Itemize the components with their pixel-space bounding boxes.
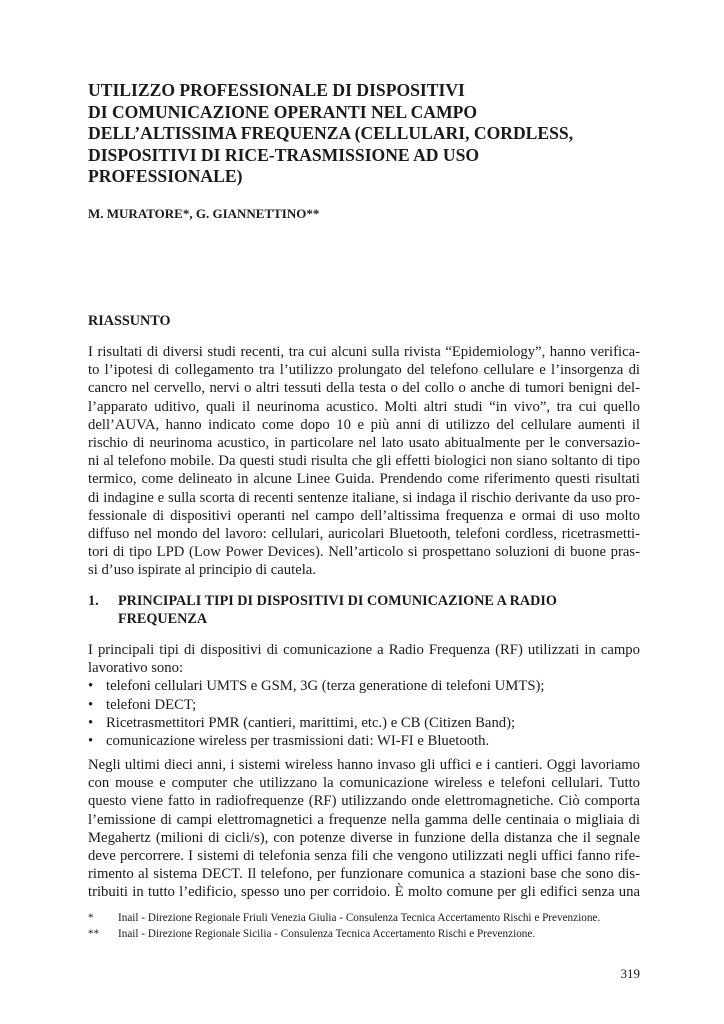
list-item-text: Ricetrasmettitori PMR (cantieri, marittimi, etc.) e CB (Citizen Band); <box>106 714 516 731</box>
footnote-mark: ** <box>88 928 100 940</box>
paragraph-line: deve percorrere. I sistemi di telefonia senza fili che vengono utilizzati negli uffici fanno rife- <box>88 848 640 865</box>
abstract-line: I risultati di diversi studi recenti, tra cui alcuni sulla rivista “Epidemiology”, hanno verifica- <box>88 344 640 360</box>
abstract-line: termico, come delineato in alcune Linee Guida. Prendendo come riferimento questi risultati <box>88 471 640 488</box>
footnote-text: Inail - Direzione Regionale Friuli Venezia Giulia - Consulenza Tecnica Accertamento Rischi e Prevenzione. <box>118 912 601 924</box>
list-item <box>88 714 640 732</box>
title-line: DI COMUNICAZIONE OPERANTI NEL CAMPO <box>88 101 478 122</box>
abstract-line: si d’uso ispirate al principio di cautela. <box>88 562 317 579</box>
paragraph-line: questo viene fatto in radiofrequenze (RF) utilizzando onde elettromagnetiche. Ciò comporta <box>88 793 640 810</box>
abstract-line: cancro nel cervello, nervi o altri tessuti della testa o del collo o anche di tumori benigni del- <box>88 380 640 397</box>
intro-line: lavorativo sono: <box>88 660 184 677</box>
section-1-paragraph <box>88 756 640 902</box>
paragraph-line: tribuiti in tutto l’edificio, spesso uno per corridoio. È molto comune per gli edifici senza una <box>88 884 640 901</box>
title-line: DELL’ALTISSIMA FREQUENZA (CELLULARI, CORDLESS, <box>88 123 574 143</box>
abstract-line: fessionale di dispositivi operanti nel campo dell’altissima frequenza e ormai di uso molto <box>88 507 640 524</box>
abstract-body <box>88 343 640 580</box>
section-title-line: PRINCIPALI TIPI DI DISPOSITIVI DI COMUNICAZIONE A RADIO <box>118 593 557 609</box>
abstract-line: diffuso nel mondo del lavoro: cellulari, auricolari Bluetooth, telefoni cordless, ricetrasmetti- <box>88 526 640 543</box>
footnote-text: Inail - Direzione Regionale Sicilia - Consulenza Tecnica Accertamento Rischi e Prevenzione. <box>118 928 536 940</box>
abstract-line: tori di tipo LPD (Low Power Devices). Nell’articolo si prospettano soluzioni di buone pras- <box>88 544 640 561</box>
abstract-heading: RIASSUNTO <box>88 313 171 329</box>
footnote-mark: * <box>88 912 94 924</box>
abstract-line: dell’AUVA, hanno indicato come dopo 10 e più anni di utilizzo del cellulare aumenti il <box>88 416 640 433</box>
paragraph-line: rimento al sistema DECT. Il telefono, per funzionare comunica a stazioni base che sono dis- <box>88 866 640 883</box>
list-item-text: comunicazione wireless per trasmissioni dati: WI-FI e Bluetooth. <box>106 733 490 750</box>
article-title <box>88 80 640 188</box>
footnotes <box>88 910 640 942</box>
page-number: 319 <box>620 966 640 981</box>
abstract-line: di indagine e sulla scorta di recenti sentenze italiane, si indaga il rischio derivante da uso pro- <box>88 489 640 506</box>
intro-line: I principali tipi di dispositivi di comunicazione a Radio Frequenza (RF) utilizzati in campo <box>88 642 640 658</box>
abstract-line: rischio di neurinoma acustico, in particolare nel lato usato abitualmente per le conversazio- <box>88 435 640 452</box>
bullet-icon: • <box>88 733 94 750</box>
paragraph-line: con mouse e computer che utilizzano la comunicazione wireless e telefoni cellulari. Tutto <box>88 775 640 792</box>
abstract-line: ni al telefono mobile. Da questi studi risulta che gli effetti biologici non siano soltanto di tipo <box>88 453 640 470</box>
list-item <box>88 732 640 750</box>
list-item-text: telefoni DECT; <box>106 696 197 713</box>
section-number: 1. <box>88 593 99 609</box>
abstract-line: to l’ipotesi di collegamento tra l’utilizzo prolungato del telefono cellulare e l’insorgenza di <box>88 362 640 379</box>
bullet-icon: • <box>88 714 94 731</box>
list-item-text: telefoni cellulari UMTS e GSM, 3G (terza generatione di telefoni UMTS); <box>106 678 545 695</box>
paragraph-line: Megahertz (milioni di cicli/s), con potenze diverse in funzione della distanza che il segnale <box>88 829 640 846</box>
list-item <box>88 677 640 695</box>
bullet-icon: • <box>88 696 94 713</box>
paragraph-line: l’emissione di campi elettromagnetici a frequenze nella gamma delle centinaia o migliaia di <box>88 811 640 828</box>
title-line: DISPOSITIVI DI RICE-TRASMISSIONE AD USO <box>88 144 480 165</box>
paragraph-line: Negli ultimi dieci anni, i sistemi wireless hanno invaso gli uffici e i cantieri. Oggi lavoriamo <box>88 757 640 773</box>
title-line: UTILIZZO PROFESSIONALE DI DISPOSITIVI <box>88 80 465 100</box>
paper-page <box>88 0 640 1024</box>
device-list <box>88 677 640 750</box>
list-item <box>88 696 640 714</box>
footnote <box>88 910 640 926</box>
section-title-line: FREQUENZA <box>118 610 208 627</box>
authors: M. MURATORE*, G. GIANNETTINO** <box>88 206 320 221</box>
title-line: PROFESSIONALE) <box>88 166 243 186</box>
footnote <box>88 926 640 942</box>
abstract-line: l’apparato uditivo, quali il neurinoma acustico. Molti altri studi “in vivo”, tra cui quello <box>88 398 640 415</box>
bullet-icon: • <box>88 678 94 695</box>
section-1-intro <box>88 641 640 750</box>
section-1-heading <box>88 593 640 628</box>
